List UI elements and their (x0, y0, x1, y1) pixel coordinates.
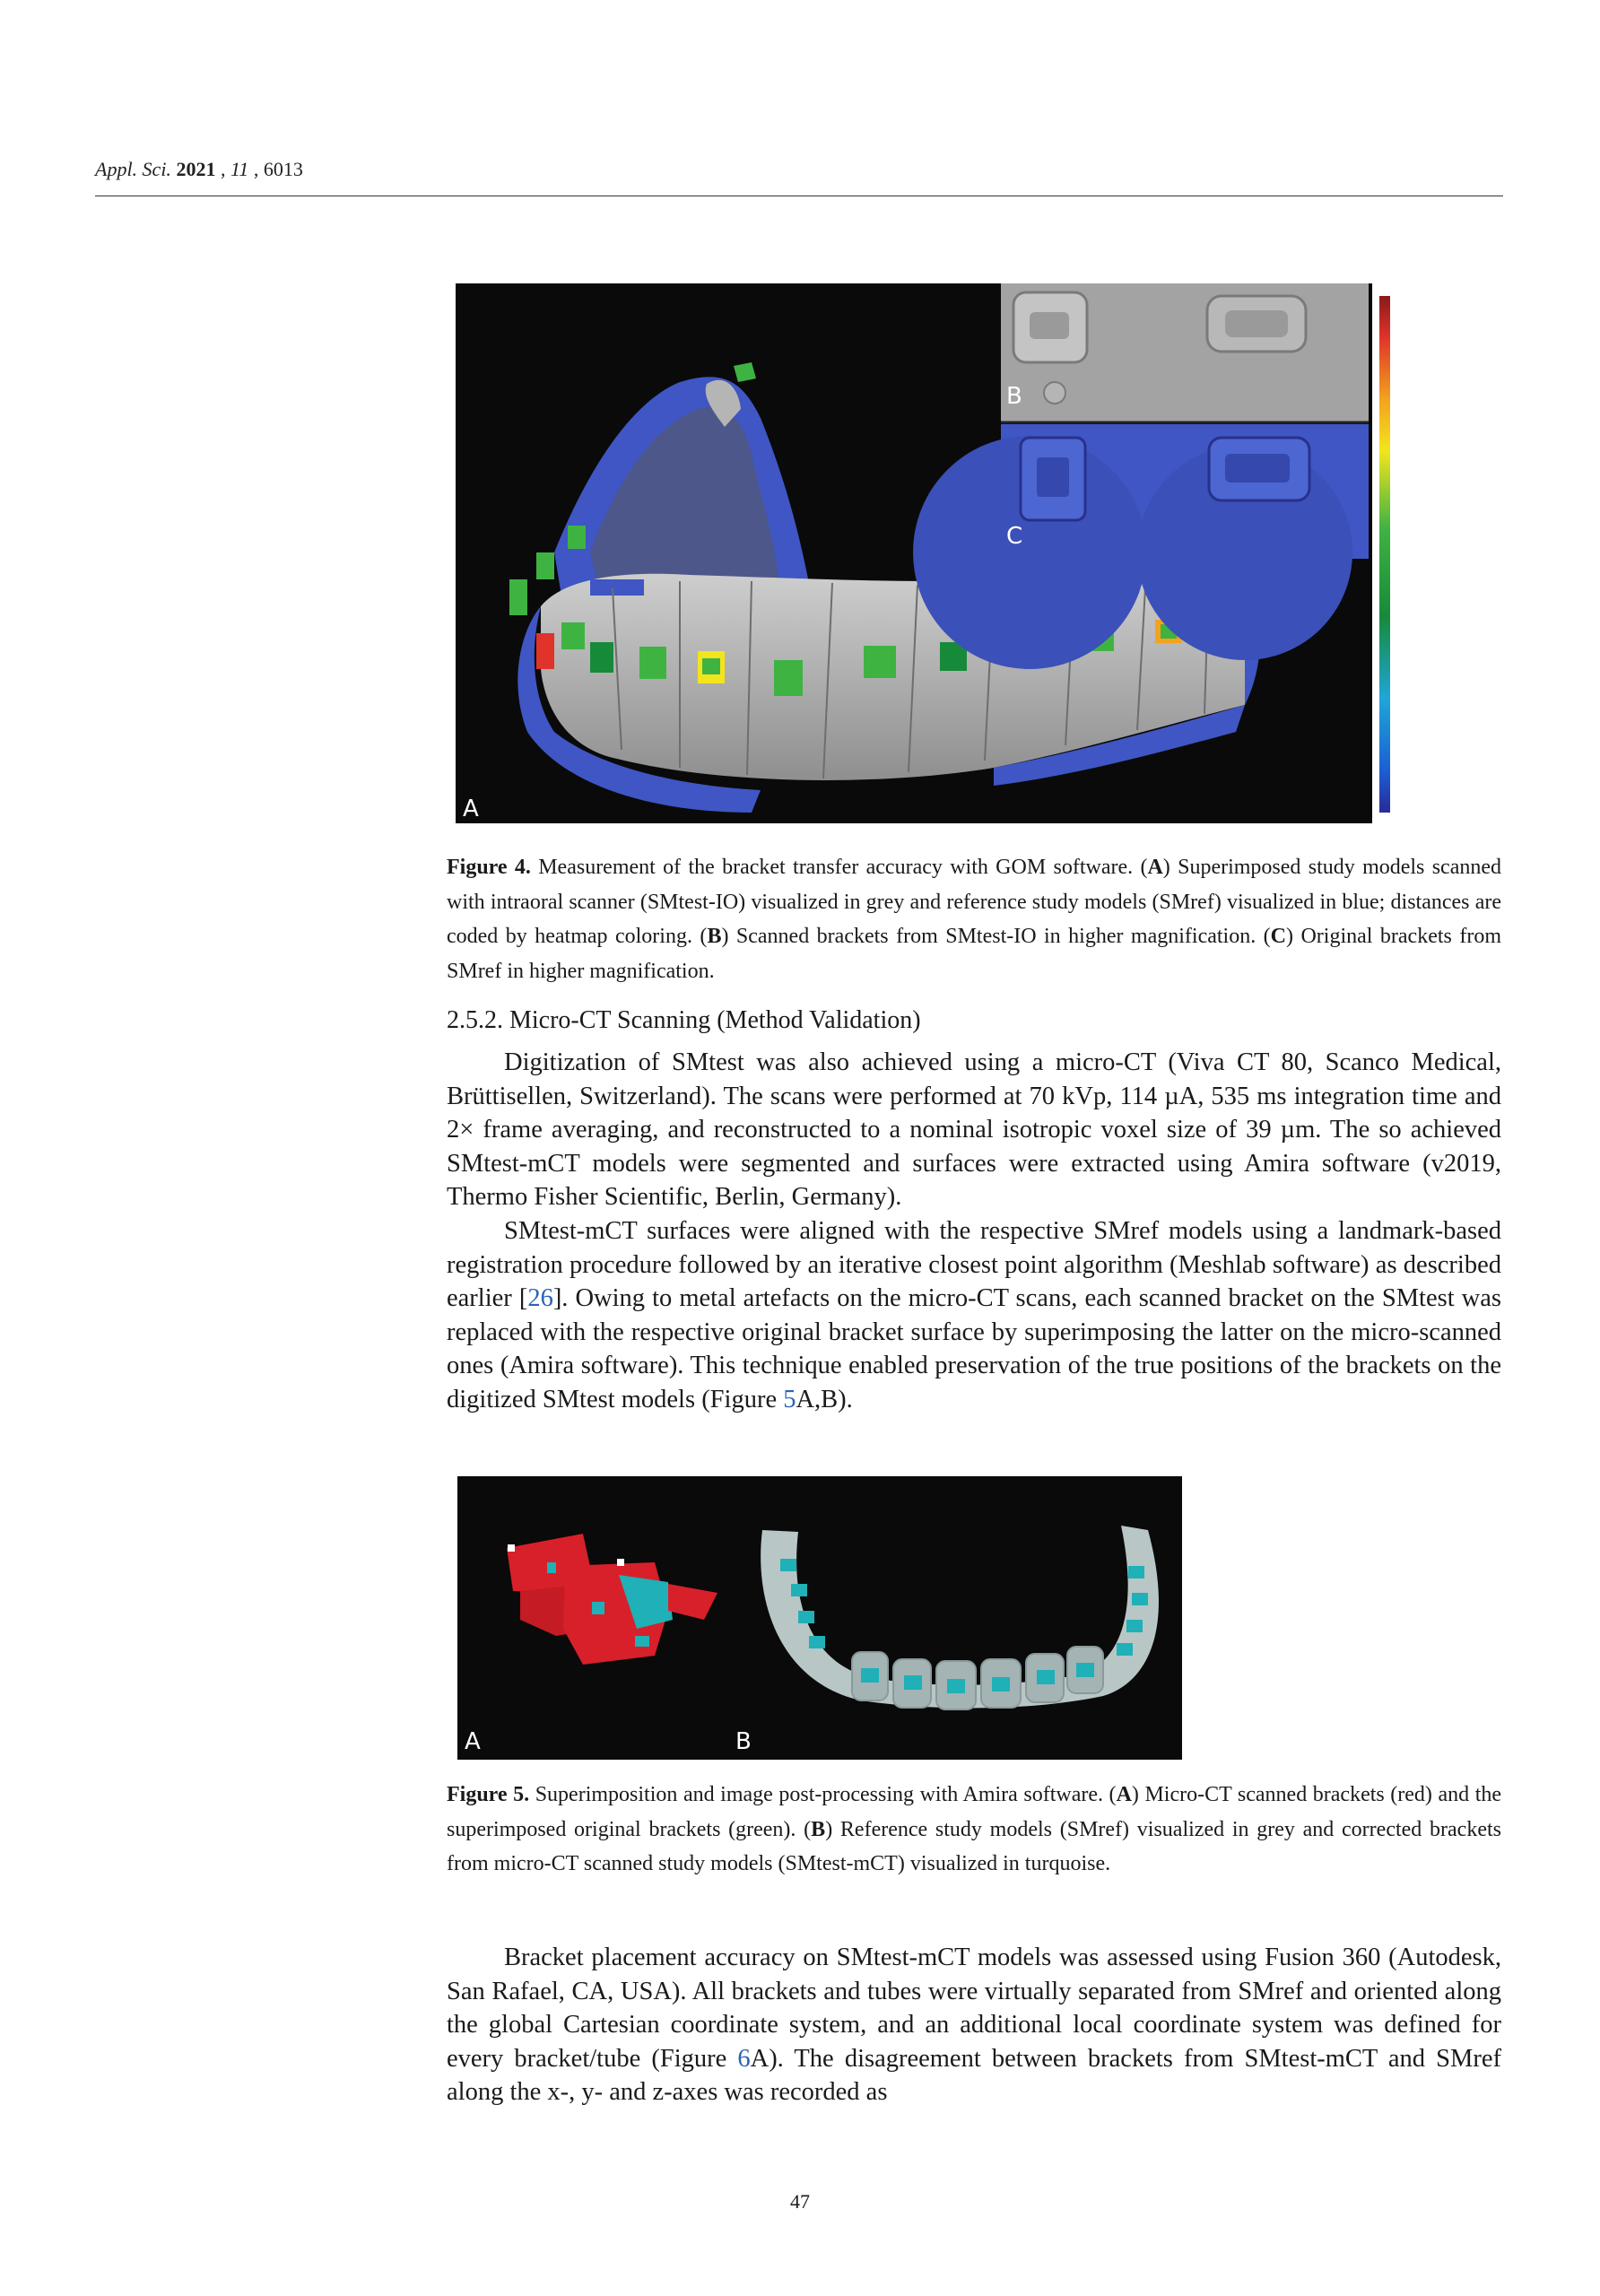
figure-4-panel-label-b: B (1006, 383, 1022, 410)
figure-5-caption-text: Superimposition and image post-processing with Amira software. ( (535, 1783, 1117, 1806)
figure-4-panel-label-a: A (463, 796, 479, 822)
figure-5-panel-label-a: A (465, 1728, 481, 1755)
figure-4-caption-text: ) Original brackets from SMref in higher magnification. (447, 925, 1501, 983)
figure-5-caption-ref-b: B (811, 1817, 826, 1841)
paragraph-text: Bracket placement accuracy on SMtest-mCT models was assessed using Fusion 360 (Autodesk, San Rafael, CA, USA). All brackets and tubes were virtually separated from SMref and oriented along the global Cartesian coordinate system, and an additional local coordinate system was defined for every bracket/tube (Figure (447, 1944, 1501, 2073)
figure-4-caption (447, 850, 1501, 988)
figure-4-image (456, 283, 1417, 823)
figure-5-caption-text: ) Reference study models (SMref) visualized in grey and corrected brackets from micro-CT scanned study models (SMtest-mCT) visualized in turquoise. (447, 1817, 1501, 1875)
figure-4-caption-text: ) Scanned brackets from SMtest-IO in higher magnification. ( (721, 925, 1271, 948)
figure-5-caption-text: ) Micro-CT scanned brackets (red) and the superimposed original brackets (green). ( (447, 1783, 1502, 1841)
figure-4-caption-ref-c: C (1270, 925, 1287, 948)
figure-4-caption-text: Measurement of the bracket transfer accuracy with GOM software. ( (538, 856, 1148, 879)
section-heading: 2.5.2. Micro-CT Scanning (Method Validation) (447, 1006, 921, 1034)
body-paragraph-2 (447, 1214, 1501, 1417)
figure-4-panel-label-c: C (1006, 523, 1023, 550)
figure-5-caption (447, 1778, 1501, 1882)
heatmap-colorbar (1379, 296, 1390, 813)
figure-5-panel-a-brackets (507, 1534, 717, 1665)
figure-6-link[interactable]: 6 (737, 2044, 751, 2073)
page-number: 47 (790, 2190, 810, 2213)
figure-4-caption-ref-b: B (707, 925, 722, 948)
figure-5-illustration (457, 1476, 1182, 1760)
journal-year: 2021 (176, 158, 216, 180)
figure-4-caption-text: ) Superimposed study models scanned with intraoral scanner (SMtest-IO) visualized in grey and reference study models (SMref) visualized in blue; distances are coded by heatmap coloring. ( (447, 856, 1502, 948)
running-header: Appl. Sci. 2021 , 11 , 6013 (95, 158, 303, 180)
paragraph-text: SMtest-mCT surfaces were aligned with the respective SMref models using a landmark-based registration procedure followed by an iterative closest point algorithm (Meshlab software) as described earlier [ (447, 1217, 1501, 1313)
figure-4-illustration (456, 283, 1417, 823)
article-number: 6013 (263, 158, 303, 180)
citation-link-26[interactable]: 26 (527, 1284, 553, 1313)
figure-5-panel-label-b: B (735, 1728, 752, 1755)
figure-5-link[interactable]: 5 (783, 1385, 796, 1413)
figure-5-caption-ref-a: A (1116, 1783, 1132, 1806)
body-paragraph-3 (447, 1941, 1501, 2109)
journal-name: Appl. Sci. (95, 158, 171, 180)
figure-4-caption-label: Figure 4. (447, 856, 531, 879)
figure-4-caption-ref-a: A (1147, 856, 1163, 879)
figure-5-caption-label: Figure 5. (447, 1783, 530, 1806)
journal-volume: 11 (230, 158, 249, 180)
paragraph-text: A). The disagreement between brackets from SMtest-mCT and SMref along the x-, y- and z-axes was recorded as (447, 2044, 1501, 2107)
body-paragraph-1: Digitization of SMtest was also achieved using a micro-CT (Viva CT 80, Scanco Medical, Brüttisellen, Switzerland). The scans were performed at 70 kVp, 114 µA, 535 ms integration time and 2× frame averaging, and reconstructed to a nominal isotropic voxel size of 39 µm. The so achieved SMtest-mCT models were segmented and surfaces were extracted using Amira software (v2019, Thermo Fisher Scientific, Berlin, Germany). (447, 1048, 1501, 1212)
paragraph-text: A,B). (796, 1385, 853, 1413)
paragraph-text: ]. Owing to metal artefacts on the micro-CT scans, each scanned bracket on the SMtest was replaced with the respective original bracket surface by superimposing the latter on the micro-scanned ones (Amira software). This technique enabled preservation of the true positions of the brackets on the digitized SMtest models (Figure (447, 1284, 1501, 1413)
figure-5-image (457, 1476, 1182, 1760)
